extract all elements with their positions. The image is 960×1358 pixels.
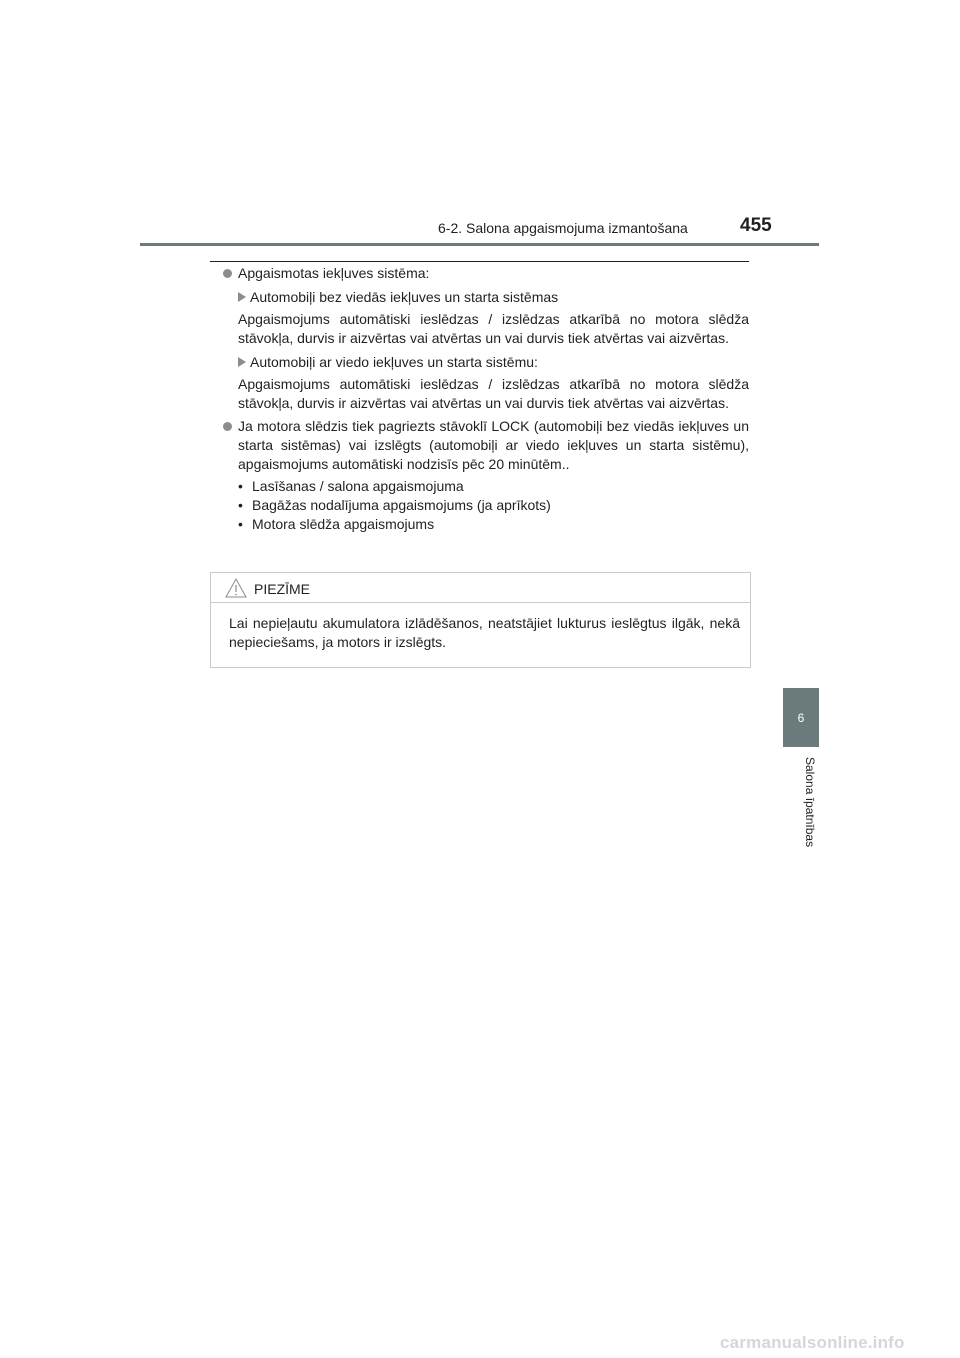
page-number: 455 [740,215,772,236]
subheading-text: Automobiļi bez viedās iekļuves un starta sistēmas [250,289,559,305]
list-item-text: Motora slēdža apgaismojums [252,516,435,532]
notice-text: Lai nepieļautu akumulatora izlādēšanos, neatstājiet lukturus ieslēgtus ilgāk, nekā nepieciešams, ja motors ir izslēgts. [229,615,740,650]
list-item-text: Bagāžas nodalījuma apgaismojums (ja aprīkots) [252,497,551,513]
subheading-with-smart-entry [223,353,749,372]
triangle-marker-icon [238,292,246,302]
main-content [223,264,749,534]
list-bullet: • [238,497,243,513]
list-item [238,496,749,515]
list-item [238,477,749,496]
paragraph-with-smart-entry: Apgaismojums automātiski ieslēdzas / izslēdzas atkarībā no motora slēdža stāvokļa, durvis ir aizvērtas vai atvērtas un vai durvis tiek atvērtas vai aizvērtas. [238,376,749,411]
header-rule [140,243,819,246]
subheading-text: Automobiļi ar viedo iekļuves un starta sistēmu: [250,354,538,370]
notice-title: PIEZĪME [254,581,311,597]
paragraph-without-smart-entry: Apgaismojums automātiski ieslēdzas / izslēdzas atkarībā no motora slēdža stāvokļa, durvis ir aizvērtas vai atvērtas un vai durvis tiek atvērtas vai aizvērtas. [238,311,749,346]
subheading-without-smart-entry [223,288,749,307]
notice-header [211,573,750,603]
bullet-illuminated-entry [223,264,749,283]
notice-box [210,572,751,668]
triangle-marker-icon [238,357,246,367]
chapter-label: Salona īpatnības [803,757,817,848]
list-bullet: • [238,516,243,532]
chapter-tab [783,688,819,747]
list-bullet: • [238,478,243,494]
warning-triangle-icon [225,578,247,598]
watermark: carmanualsonline.info [720,1333,905,1352]
list-item [238,515,749,534]
section-title: 6-2. Salona apgaismojuma izmantošana [438,220,688,236]
bullet-dot-icon [223,269,232,278]
content-rule [210,261,749,262]
bullet-auto-off [223,417,749,474]
list-item-text: Lasīšanas / salona apgaismojuma [252,478,464,494]
bullet-title: Apgaismotas iekļuves sistēma: [238,265,430,281]
chapter-number: 6 [797,710,805,725]
bullet-text: Ja motora slēdzis tiek pagriezts stāvoklī LOCK (automobiļi bez viedās iekļuves un starta sistēmas) vai izslēgts (automobiļi ar viedo iekļuves un starta sistēmu), apgaismojums automātiski nodzisīs pēc 20 minūtēm.. [238,418,749,472]
lights-list [223,477,749,534]
bullet-dot-icon [223,422,232,431]
